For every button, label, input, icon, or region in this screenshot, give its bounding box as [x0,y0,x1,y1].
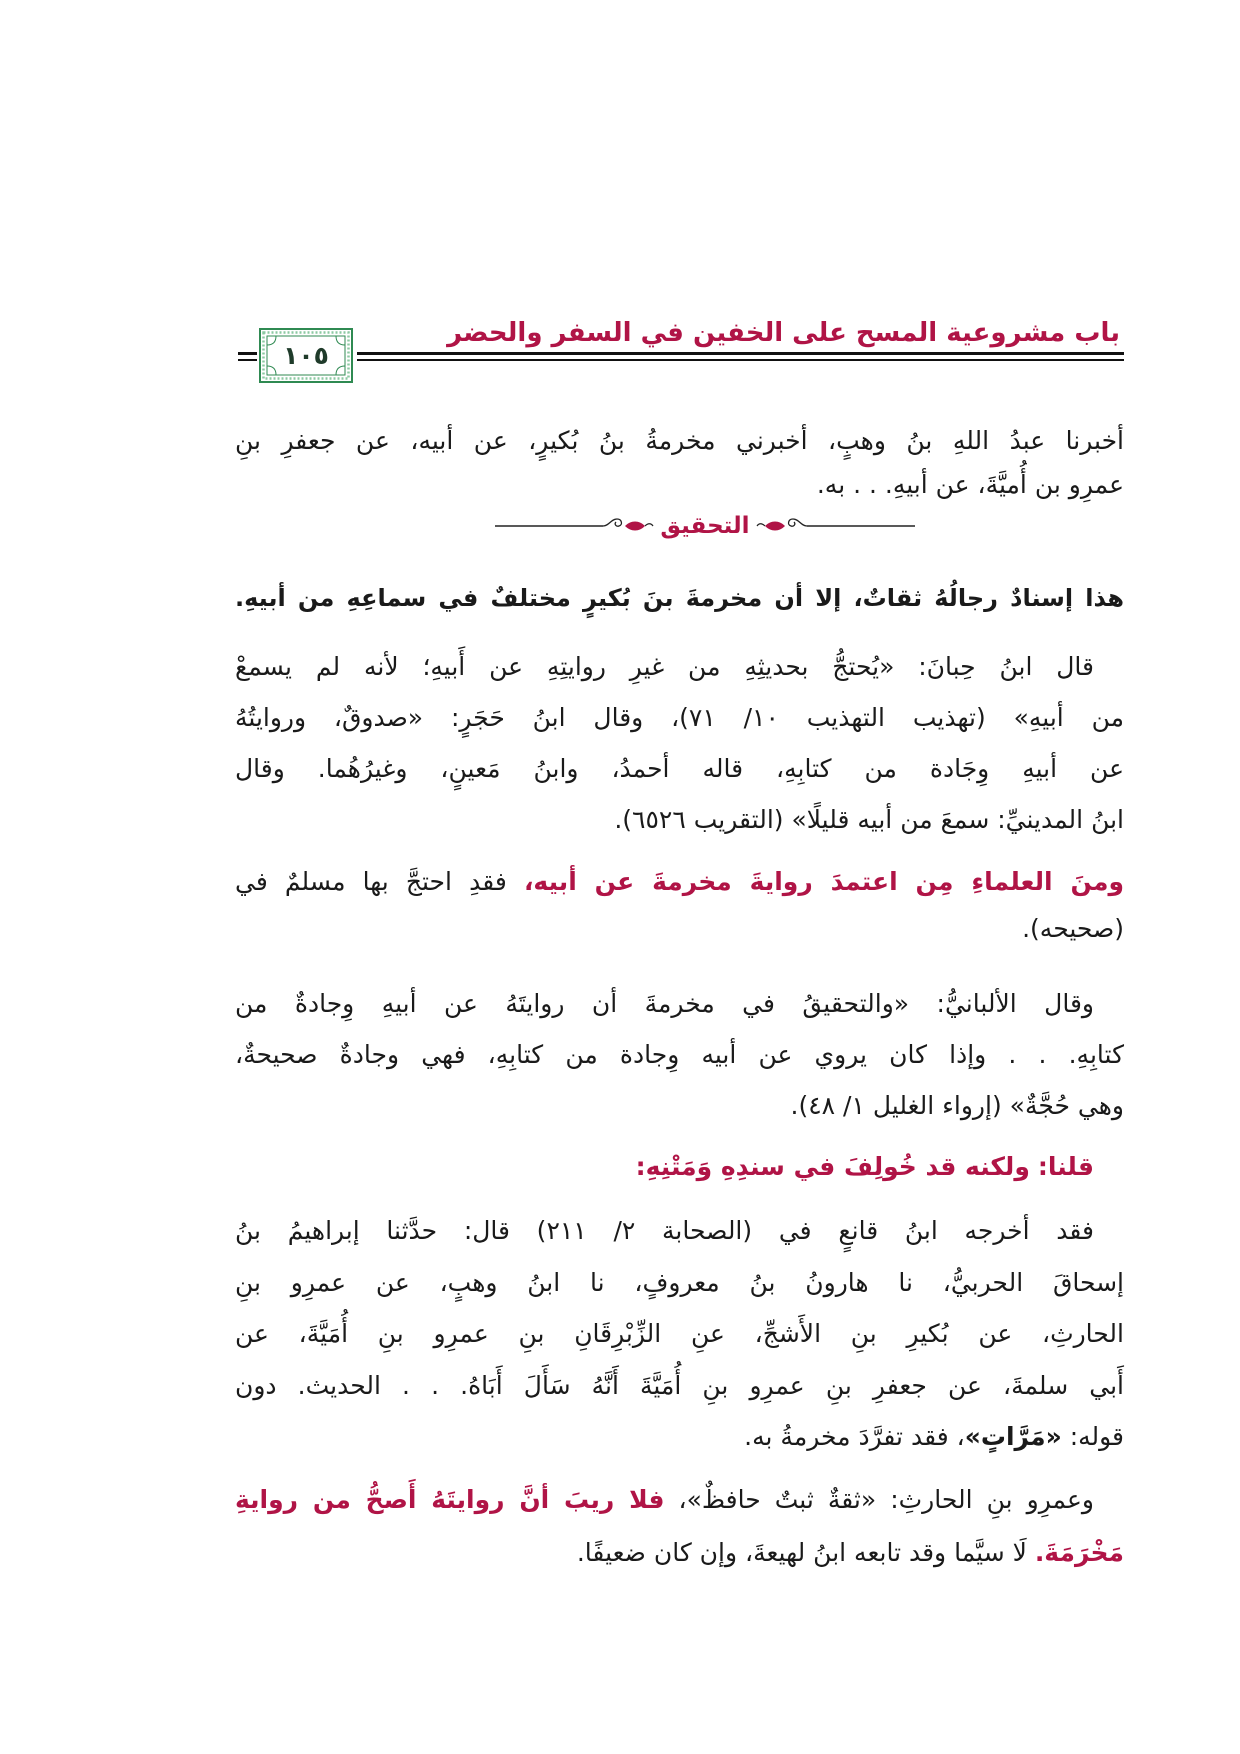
paragraph-line: فقد أخرجه ابنُ قانعٍ في (الصحابة ٢/ ٢١١) قال: حدَّثنا إبراهيمُ بنُ [235,1216,1094,1245]
paragraph-line: كتابِهِ. . . وإذا كان يروي عن أبيه وِجادة من كتابِهِ، فهي وجادةٌ صحيحةٌ، [235,1040,1124,1069]
paragraph-line: وقال الألبانيُّ: «والتحقيقُ في مخرمةَ أن روايتَهُ عن أبيهِ وِجادةٌ من [235,989,1094,1018]
text-segment: وعمرِو بنِ الحارثِ: «ثقةٌ ثبتٌ حافظٌ»، [678,1485,1094,1514]
section-title: التحقيق [660,513,750,539]
highlighted-phrase: ومنَ العلماءِ مِن اعتمدَ روايةَ مخرمةَ عن أبيه، [523,867,1124,896]
paragraph-line: أَبي سلمةَ، عن جعفرِ بنِ عمرِو بنِ أُمَيَّةَ أَنَّهُ سَأَلَ أَبَاهُ. . . الحديث. دون [235,1370,1124,1400]
conclusion-paragraph [235,1473,1124,1579]
paragraph-line: إسحاقَ الحربيُّ، نا هارونُ بنُ معروفٍ، نا ابنُ وهبٍ، عن عمرِو بنِ [235,1267,1124,1297]
paragraph-line [235,858,1124,905]
verdict-line: هذا إسنادٌ رجالُهُ ثقاتٌ، إلا أن مخرمةَ بنَ بُكيرٍ مختلفٌ في سماعِهِ من أبيهِ. [235,584,1124,612]
paragraph-line: وهي حُجَّةٌ» (إرواء الغليل ١/ ٤٨). [790,1091,1124,1120]
paragraph-line [235,1473,1124,1526]
paragraph-line: عمرِو بن أُميَّةَ، عن أبيهِ. . . به. [816,470,1124,499]
header-rule-left [238,352,257,361]
paragraph-line: (صحيحه). [1022,914,1124,943]
highlighted-word: «مَرَّاتٍ» [964,1422,1062,1451]
verdict-paragraph [235,573,1124,623]
rebuttal-text: ولكنه قد خُولِفَ في سندِهِ وَمَتْنِهِ: [635,1152,1030,1181]
text-segment: ، فقد تفرَّدَ مخرمةُ به. [744,1422,965,1451]
isnad-paragraph [235,419,1124,507]
paragraph-line: ابنُ المدينيِّ: سمعَ من أبيه قليلًا» (التقريب ٦٥٢٦). [614,805,1124,834]
paragraph-line: أخبرنا عبدُ اللهِ بنُ وهبٍ، أخبرني مخرمةُ بنُ بُكيرٍ، عن أبيه، عن جعفرِ بنِ [235,426,1124,455]
highlighted-phrase: فلا ريبَ أنَّ روايتَهُ أَصحُّ من روايةِ [235,1485,665,1514]
text-segment: لَا سيَّما وقد تابعه ابنُ لهيعةَ، وإن كان ضعيفًا. [576,1538,1027,1567]
paragraph-line: من أبيهِ» (تهذيب التهذيب ١٠/ ٧١)، وقال ابنُ حَجَرٍ: «صدوقٌ، وروايتُهُ [235,703,1124,732]
page-number-frame [259,328,353,383]
paragraph-line: قال ابنُ حِبانَ: «يُحتجُّ بحديثِهِ من غيرِ روايتِهِ عن أَبيهِ؛ لأنه لم يسمعْ [235,652,1094,681]
albani-paragraph [235,978,1124,1131]
rebuttal-paragraph [235,1142,1124,1192]
page-number: ١٠٥ [283,341,329,370]
scholars-paragraph [235,858,1124,952]
paragraph-line [235,1142,1124,1192]
text-segment: قوله: [1069,1422,1124,1451]
narrator-assessment-paragraph [235,641,1124,845]
paragraph-line [235,1411,1124,1463]
header-rule-right [357,352,1124,361]
paragraph-line: الحارثِ، عن بُكيرِ بنِ الأَشجِّ، عنِ الزِّبْرِقَانِ بنِ عمرِو بنِ أُمَيَّةَ، عن [235,1319,1124,1348]
rebuttal-label: قلنا: [1037,1152,1094,1181]
section-divider [485,510,925,542]
highlighted-phrase: مَخْرَمَةَ. [1034,1538,1124,1567]
text-segment: فقدِ احتجَّ بها مسلمٌ في [235,867,507,896]
paragraph-line [235,1526,1124,1579]
chapter-title: باب مشروعية المسح على الخفين في السفر والحضر [447,318,1120,348]
paragraph-line: عن أبيهِ وِجَادة من كتابِهِ، قاله أحمدُ، وابنُ مَعينٍ، وغيرُهُما. وقال [235,754,1124,783]
takhrij-paragraph [235,1205,1124,1463]
